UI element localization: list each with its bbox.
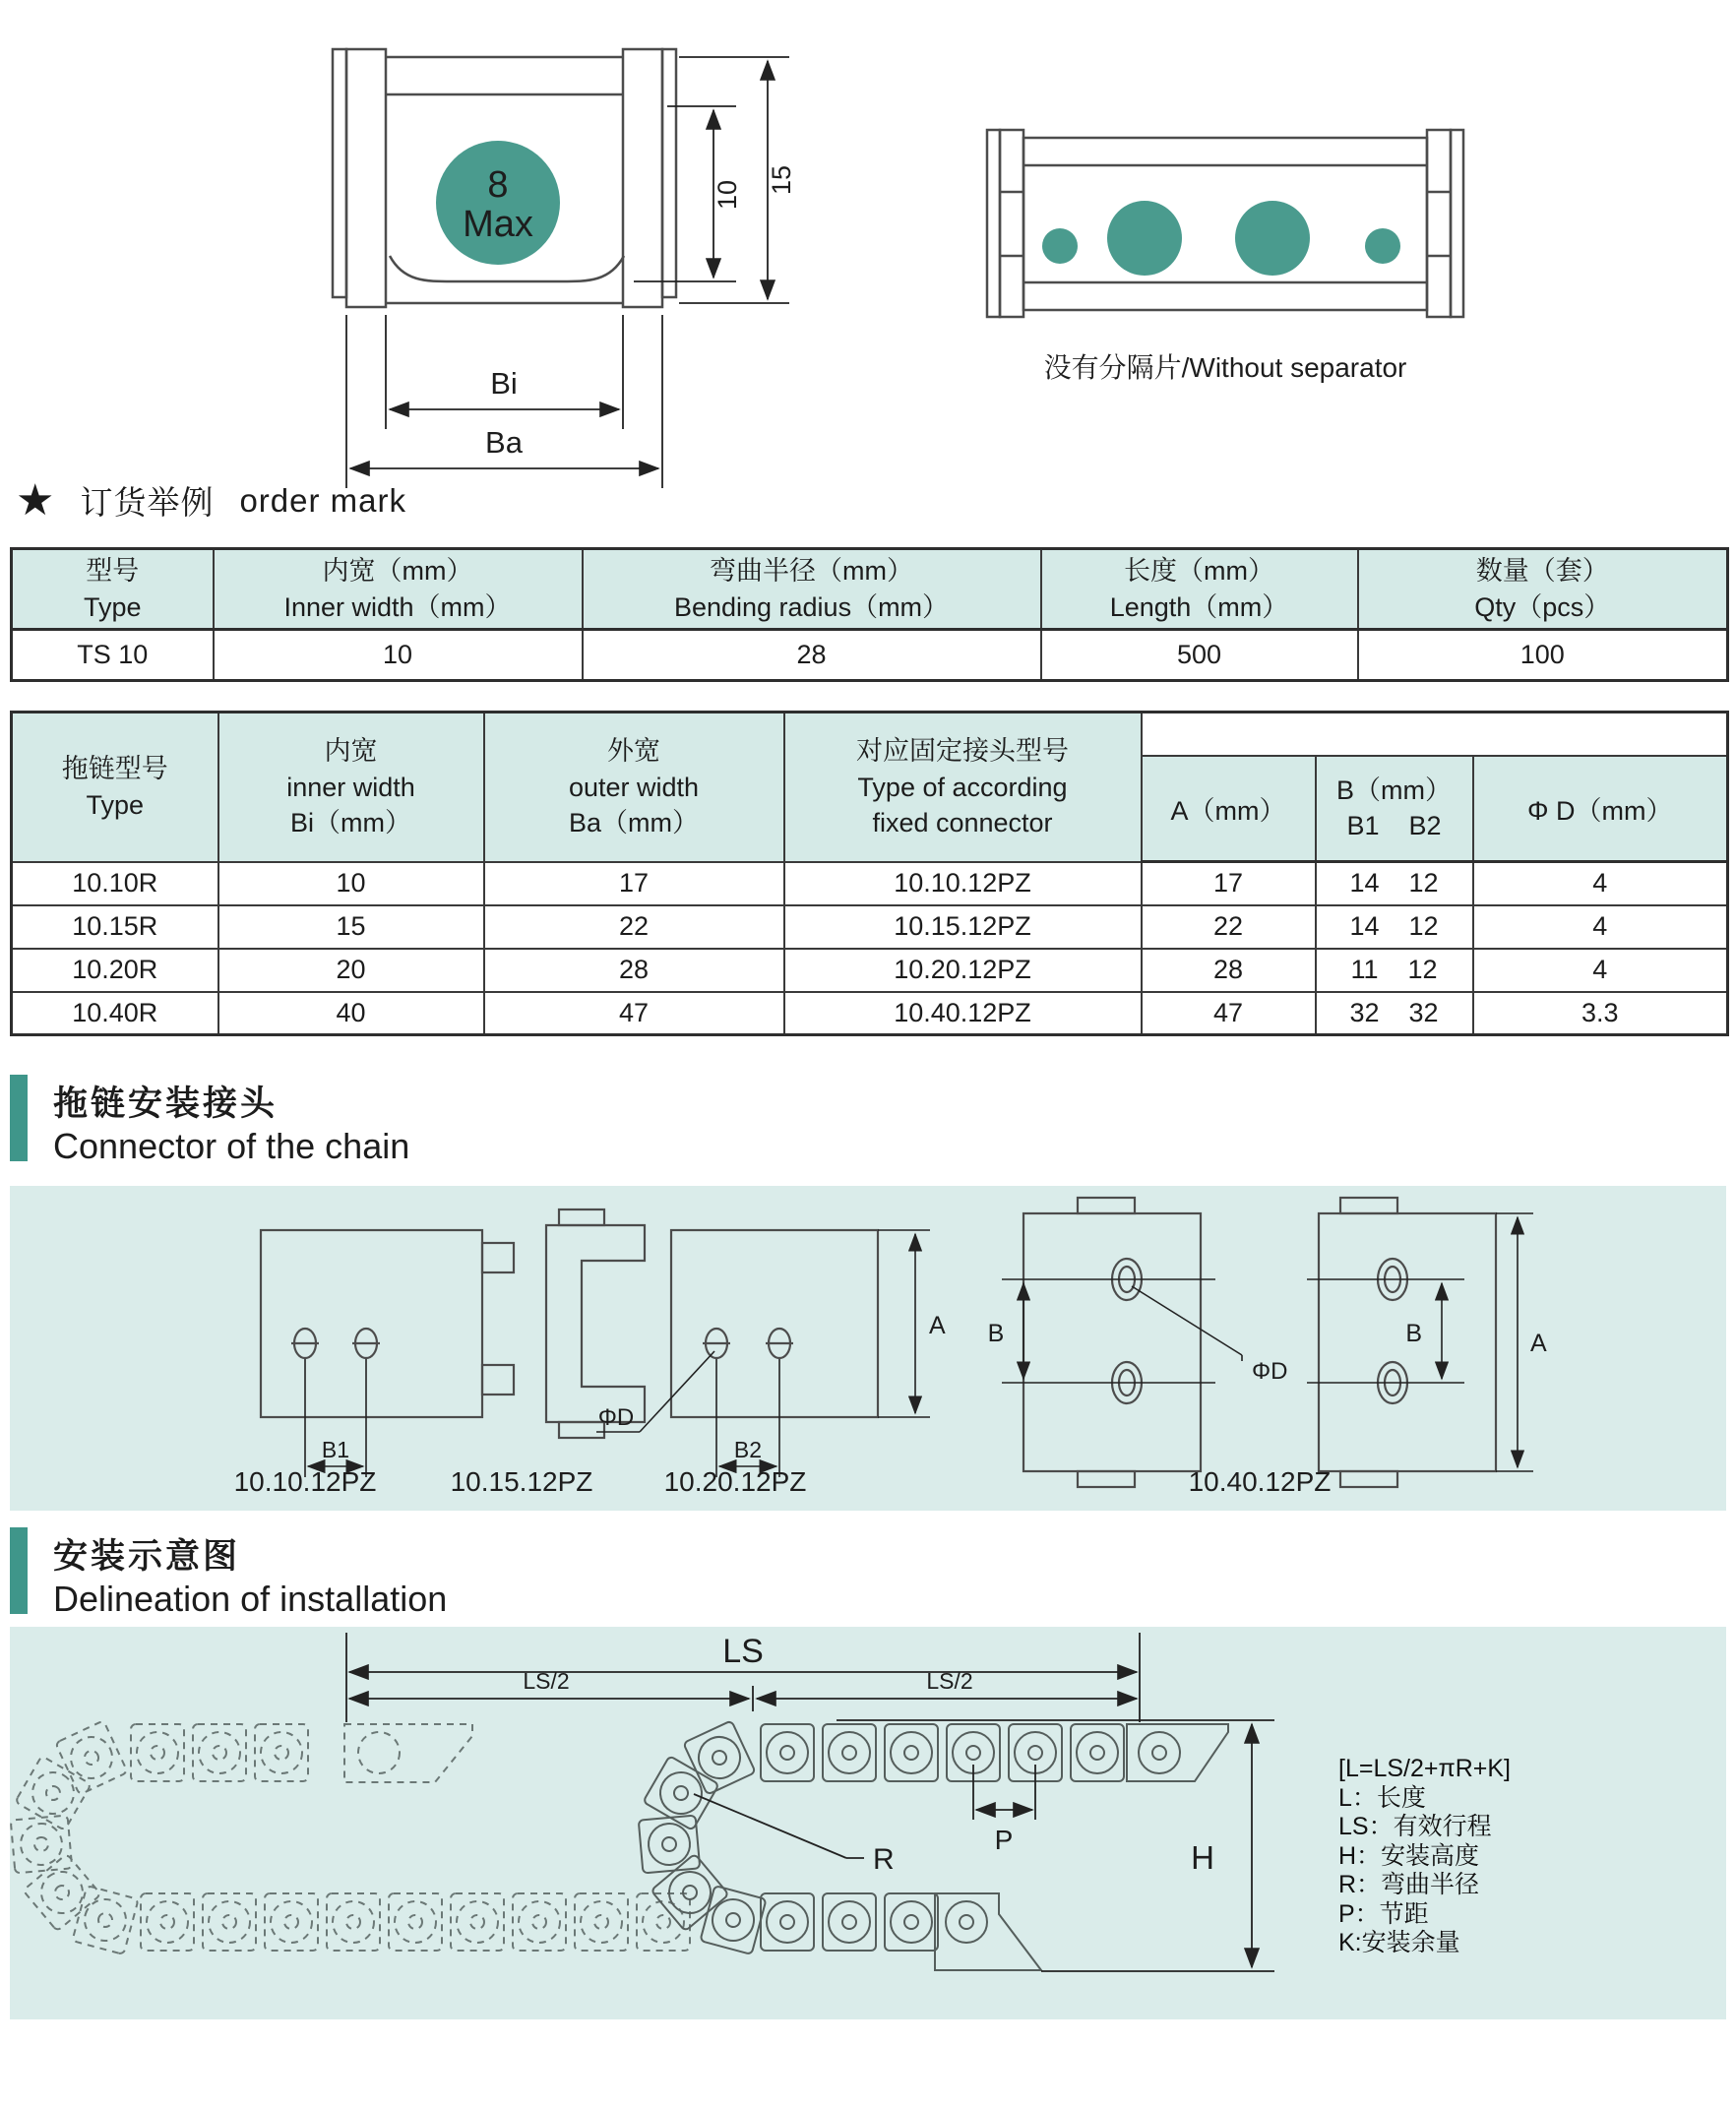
- col-header-fixed-connector: 对应固定接头型号 Type of according fixed connector: [784, 713, 1142, 862]
- dim-label-a-left: A: [929, 1312, 946, 1339]
- cell-bi: 20: [218, 949, 484, 992]
- cell-a: 17: [1142, 862, 1316, 905]
- col-header-chain-type: 拖链型号 Type: [12, 713, 218, 862]
- section-heading-connector: [10, 1075, 410, 1166]
- installation-panel: [10, 1627, 1726, 2019]
- connector-caption: 10.20.12PZ: [663, 1466, 807, 1497]
- dim-label-ba: Ba: [485, 425, 523, 460]
- dim-label-ls2-right: LS/2: [926, 1668, 973, 1694]
- without-separator-caption: 没有分隔片/Without separator: [1043, 352, 1407, 383]
- cell-type: TS 10: [12, 630, 214, 681]
- dim-label-ls: LS: [722, 1633, 764, 1670]
- cell-d: 4: [1473, 905, 1728, 949]
- cable-max-label-2: Max: [463, 204, 533, 245]
- cross-section-diagram: [315, 28, 827, 510]
- connector-diagram: [10, 1186, 1726, 1511]
- cell-inner-width: 10: [214, 630, 583, 681]
- cell-d: 4: [1473, 949, 1728, 992]
- dim-label-bi: Bi: [490, 366, 518, 401]
- section-title-zh: 安装示意图: [53, 1537, 241, 1576]
- order-mark-title-zh: 订货举例: [80, 484, 215, 521]
- cell-d: 3.3: [1473, 992, 1728, 1035]
- section-title-en: Delineation of installation: [53, 1579, 448, 1619]
- legend-line: L：长度: [1338, 1783, 1426, 1812]
- col-header-bending-radius: 弯曲半径（mm） Bending radius（mm）: [583, 549, 1041, 630]
- dim-label-b-right: B: [1405, 1320, 1422, 1347]
- accent-bar: [10, 1075, 28, 1161]
- cell-qty: 100: [1358, 630, 1728, 681]
- dim-label-a-right: A: [1530, 1330, 1547, 1357]
- dim-label-b1: B1: [321, 1437, 350, 1462]
- col-header-a: A（mm）: [1142, 756, 1316, 862]
- cell-connector: 10.15.12PZ: [784, 905, 1142, 949]
- without-separator-diagram: [969, 98, 1481, 335]
- spec-table-empty-header: [1142, 713, 1728, 756]
- solid-chain: [639, 1720, 1228, 1970]
- cell-b: 14 12: [1316, 905, 1473, 949]
- dim-label-ls2-left: LS/2: [523, 1668, 570, 1694]
- cell-bending-radius: 28: [583, 630, 1041, 681]
- cell-bi: 15: [218, 905, 484, 949]
- cell-a: 28: [1142, 949, 1316, 992]
- cell-ba: 17: [484, 862, 784, 905]
- installation-legend: [1338, 1755, 1712, 1958]
- legend-line: R：弯曲半径: [1338, 1871, 1480, 1898]
- table-row: [12, 949, 1728, 992]
- section-title-en: Connector of the chain: [53, 1126, 410, 1166]
- dim-label-r: R: [873, 1843, 895, 1876]
- cell-chain-type: 10.40R: [12, 992, 218, 1035]
- col-header-outer-width-ba: 外宽 outer width Ba（mm）: [484, 713, 784, 862]
- cell-bi: 10: [218, 862, 484, 905]
- cell-d: 4: [1473, 862, 1728, 905]
- connector-caption: 10.40.12PZ: [1188, 1466, 1332, 1497]
- cell-bi: 40: [218, 992, 484, 1035]
- table-row: [12, 630, 1728, 681]
- col-header-inner-width-bi: 内宽 inner width Bi（mm）: [218, 713, 484, 862]
- legend-line: [L=LS/2+πR+K]: [1338, 1755, 1511, 1782]
- section-heading-installation: [10, 1527, 448, 1619]
- cell-ba: 47: [484, 992, 784, 1035]
- dim-label-p: P: [994, 1825, 1014, 1855]
- cable-max-label-1: 8: [487, 164, 509, 206]
- cell-chain-type: 10.15R: [12, 905, 218, 949]
- cell-ba: 28: [484, 949, 784, 992]
- dim-label-10: 10: [713, 179, 742, 211]
- dim-label-b2: B2: [733, 1437, 763, 1462]
- spec-table: [10, 711, 1729, 1036]
- cable-circles: [1042, 201, 1400, 276]
- col-header-type: 型号 Type: [12, 549, 214, 630]
- cell-b: 11 12: [1316, 949, 1473, 992]
- cell-connector: 10.40.12PZ: [784, 992, 1142, 1035]
- section-title-zh: 拖链安装接头: [53, 1085, 279, 1123]
- accent-bar: [10, 1527, 28, 1614]
- table-row: [12, 905, 1728, 949]
- dim-label-phid-right: ΦD: [1252, 1358, 1288, 1385]
- order-example-table: [10, 547, 1729, 682]
- cell-ba: 22: [484, 905, 784, 949]
- col-header-b: B（mm） B1 B2: [1316, 756, 1473, 862]
- legend-line: K:安装余量: [1338, 1929, 1460, 1956]
- dim-label-b-left: B: [987, 1320, 1005, 1347]
- dim-label-h: H: [1191, 1839, 1214, 1876]
- legend-line: H：安装高度: [1338, 1841, 1480, 1870]
- cell-b: 32 32: [1316, 992, 1473, 1035]
- cell-length: 500: [1041, 630, 1358, 681]
- cell-a: 22: [1142, 905, 1316, 949]
- table-row: [12, 862, 1728, 905]
- cell-b: 14 12: [1316, 862, 1473, 905]
- col-header-length: 长度（mm） Length（mm）: [1041, 549, 1358, 630]
- legend-line: LS：有效行程: [1338, 1813, 1492, 1840]
- cell-connector: 10.10.12PZ: [784, 862, 1142, 905]
- dim-label-15: 15: [767, 164, 796, 196]
- cell-chain-type: 10.20R: [12, 949, 218, 992]
- table-row: [12, 992, 1728, 1035]
- col-header-d: Φ D（mm）: [1473, 756, 1728, 862]
- col-header-qty: 数量（套） Qty（pcs）: [1358, 549, 1728, 630]
- order-mark-title-en: order mark: [239, 481, 406, 519]
- connector-caption: 10.15.12PZ: [450, 1466, 593, 1497]
- connector-panel: [10, 1186, 1726, 1511]
- order-mark-heading: [16, 477, 406, 524]
- star-icon: ★: [16, 475, 55, 525]
- cell-chain-type: 10.10R: [12, 862, 218, 905]
- connector-caption: 10.10.12PZ: [233, 1466, 377, 1497]
- legend-line: P：节距: [1338, 1899, 1429, 1928]
- dashed-chain: [11, 1720, 690, 1954]
- col-header-inner-width: 内宽（mm） Inner width（mm）: [214, 549, 583, 630]
- dim-label-phid-left: ΦD: [597, 1404, 635, 1431]
- cell-a: 47: [1142, 992, 1316, 1035]
- cell-connector: 10.20.12PZ: [784, 949, 1142, 992]
